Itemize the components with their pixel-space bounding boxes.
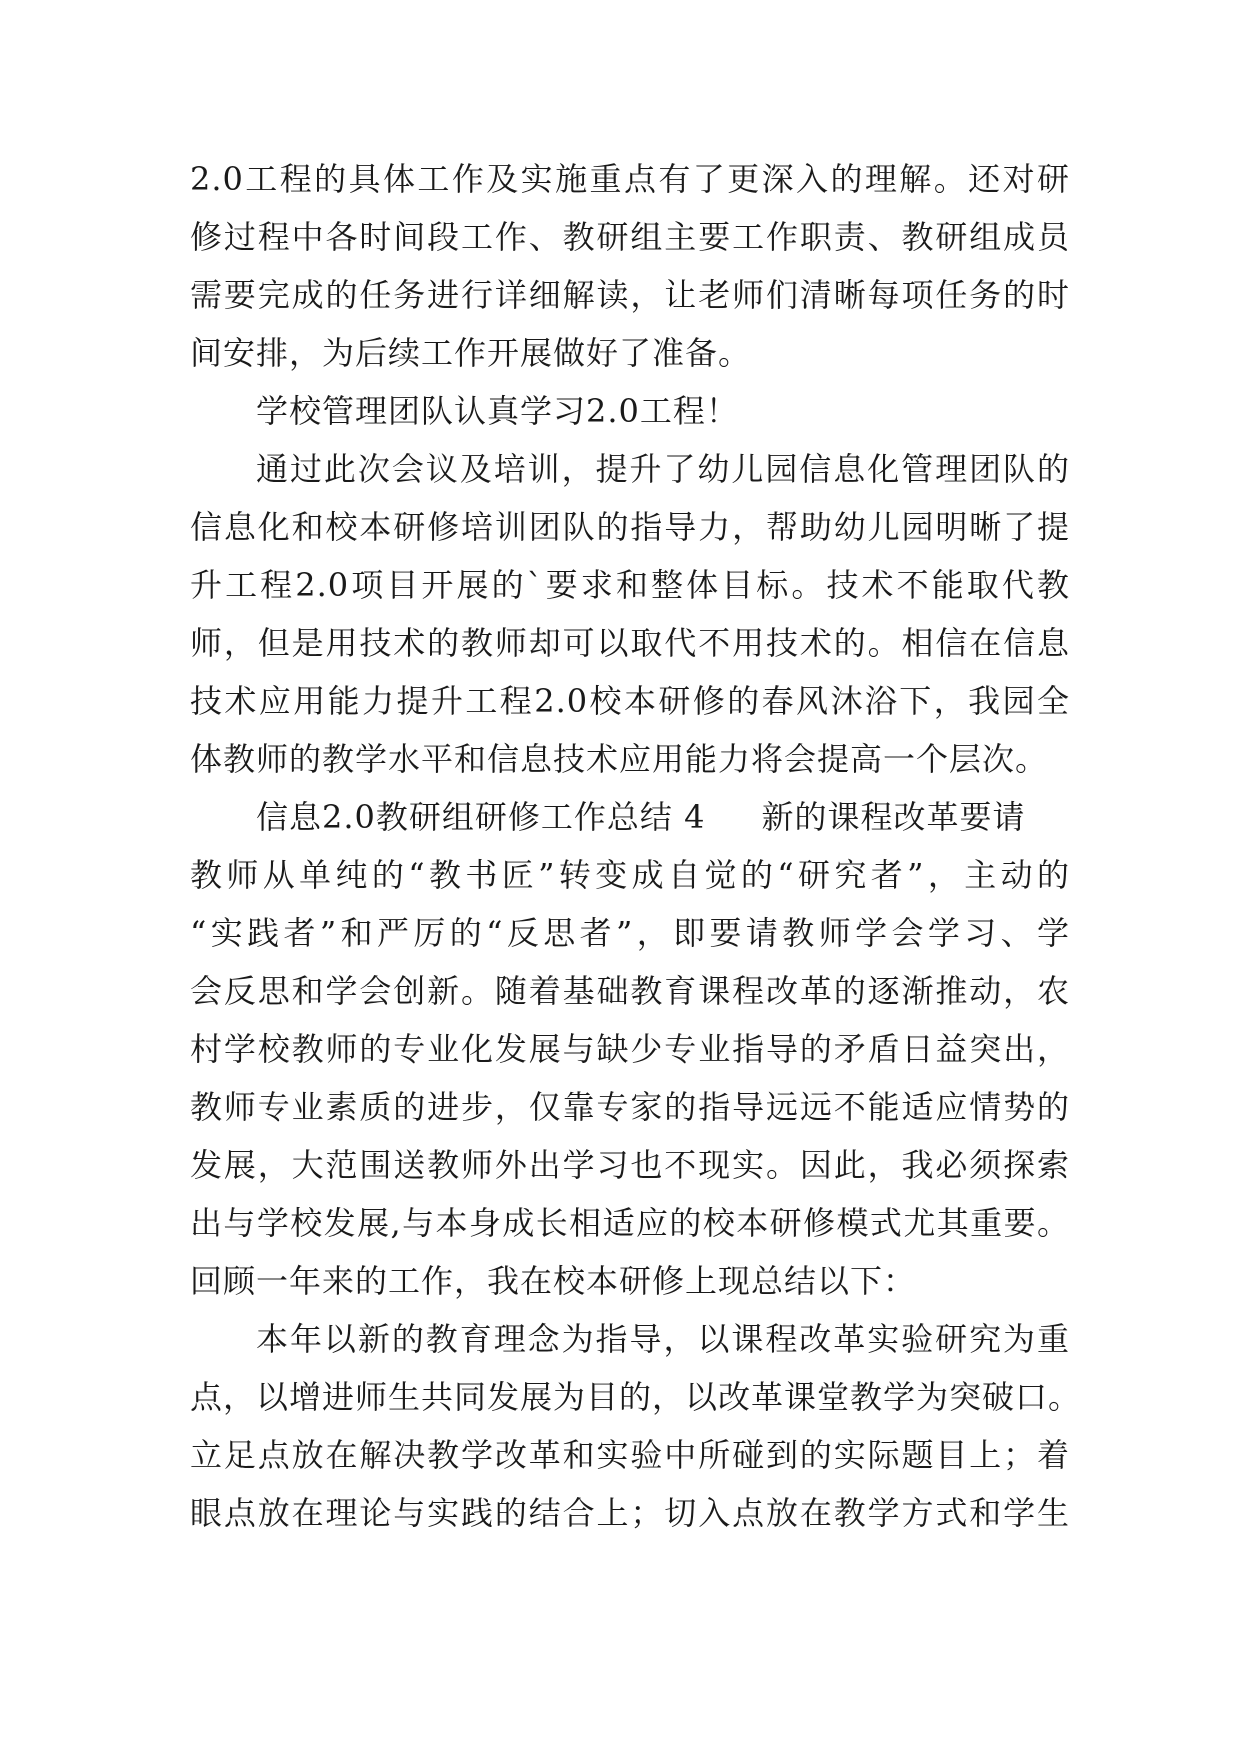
text-line: 眼点放在理论与实践的结合上；切入点放在教学方式和学生 — [190, 1494, 1070, 1532]
text-line: 修过程中各时间段工作、教研组主要工作职责、教研组成员 — [190, 218, 1070, 256]
text-line: 教师专业素质的进步，仅靠专家的指导远远不能适应情势的 — [190, 1088, 1070, 1126]
text-line: 需要完成的任务进行详细解读，让老师们清晰每项任务的时 — [190, 276, 1070, 314]
text-line: 技术应用能力提升工程2.0校本研修的春风沐浴下，我园全 — [190, 682, 1070, 720]
text-line: 信息化和校本研修培训团队的指导力，帮助幼儿园明晰了提 — [190, 508, 1070, 546]
text-line: 会反思和学会创新。随着基础教育课程改革的逐渐推动，农 — [190, 972, 1070, 1010]
text-line: 新的课程改革要请 — [761, 798, 1026, 836]
text-line: 教师从单纯的“教书匠”转变成自觉的“研究者”，主动的 — [190, 856, 1070, 894]
text-line: 出与学校发展,与本身成长相适应的校本研修模式尤其重要。 — [190, 1204, 1070, 1242]
text-line: 本年以新的教育理念为指导，以课程改革实验研究为重 — [256, 1320, 1070, 1358]
text-line: 间安排，为后续工作开展做好了准备。 — [190, 334, 752, 372]
text-line: 点，以增进师生共同发展为目的，以改革课堂教学为突破口。 — [190, 1378, 1082, 1416]
section-heading-line — [190, 788, 1070, 846]
text-line: 体教师的教学水平和信息技术应用能力将会提高一个层次。 — [190, 740, 1049, 778]
text-line: 师，但是用技术的教师却可以取代不用技术的。相信在信息 — [190, 624, 1070, 662]
text-line: 学校管理团队认真学习2.0工程！ — [256, 392, 739, 430]
document-body — [190, 150, 1082, 1542]
text-line: “实践者”和严厉的“反思者”，即要请教师学会学习、学 — [190, 914, 1070, 952]
text-line: 2.0工程的具体工作及实施重点有了更深入的理解。还对研 — [190, 160, 1070, 198]
text-line: 回顾一年来的工作，我在校本研修上现总结以下： — [190, 1262, 917, 1300]
text-line: 立足点放在解决教学改革和实验中所碰到的实际题目上；着 — [190, 1436, 1070, 1474]
text-line: 通过此次会议及培训，提升了幼儿园信息化管理团队的 — [256, 450, 1070, 488]
text-line: 升工程2.0项目开展的`要求和整体目标。技术不能取代教 — [190, 566, 1070, 604]
text-line: 发展，大范围送教师外出学习也不现实。因此，我必须探索 — [190, 1146, 1070, 1184]
section-heading: 信息2.0教研组研修工作总结 4 — [256, 798, 706, 836]
text-line: 村学校教师的专业化发展与缺少专业指导的矛盾日益突出， — [190, 1030, 1070, 1068]
